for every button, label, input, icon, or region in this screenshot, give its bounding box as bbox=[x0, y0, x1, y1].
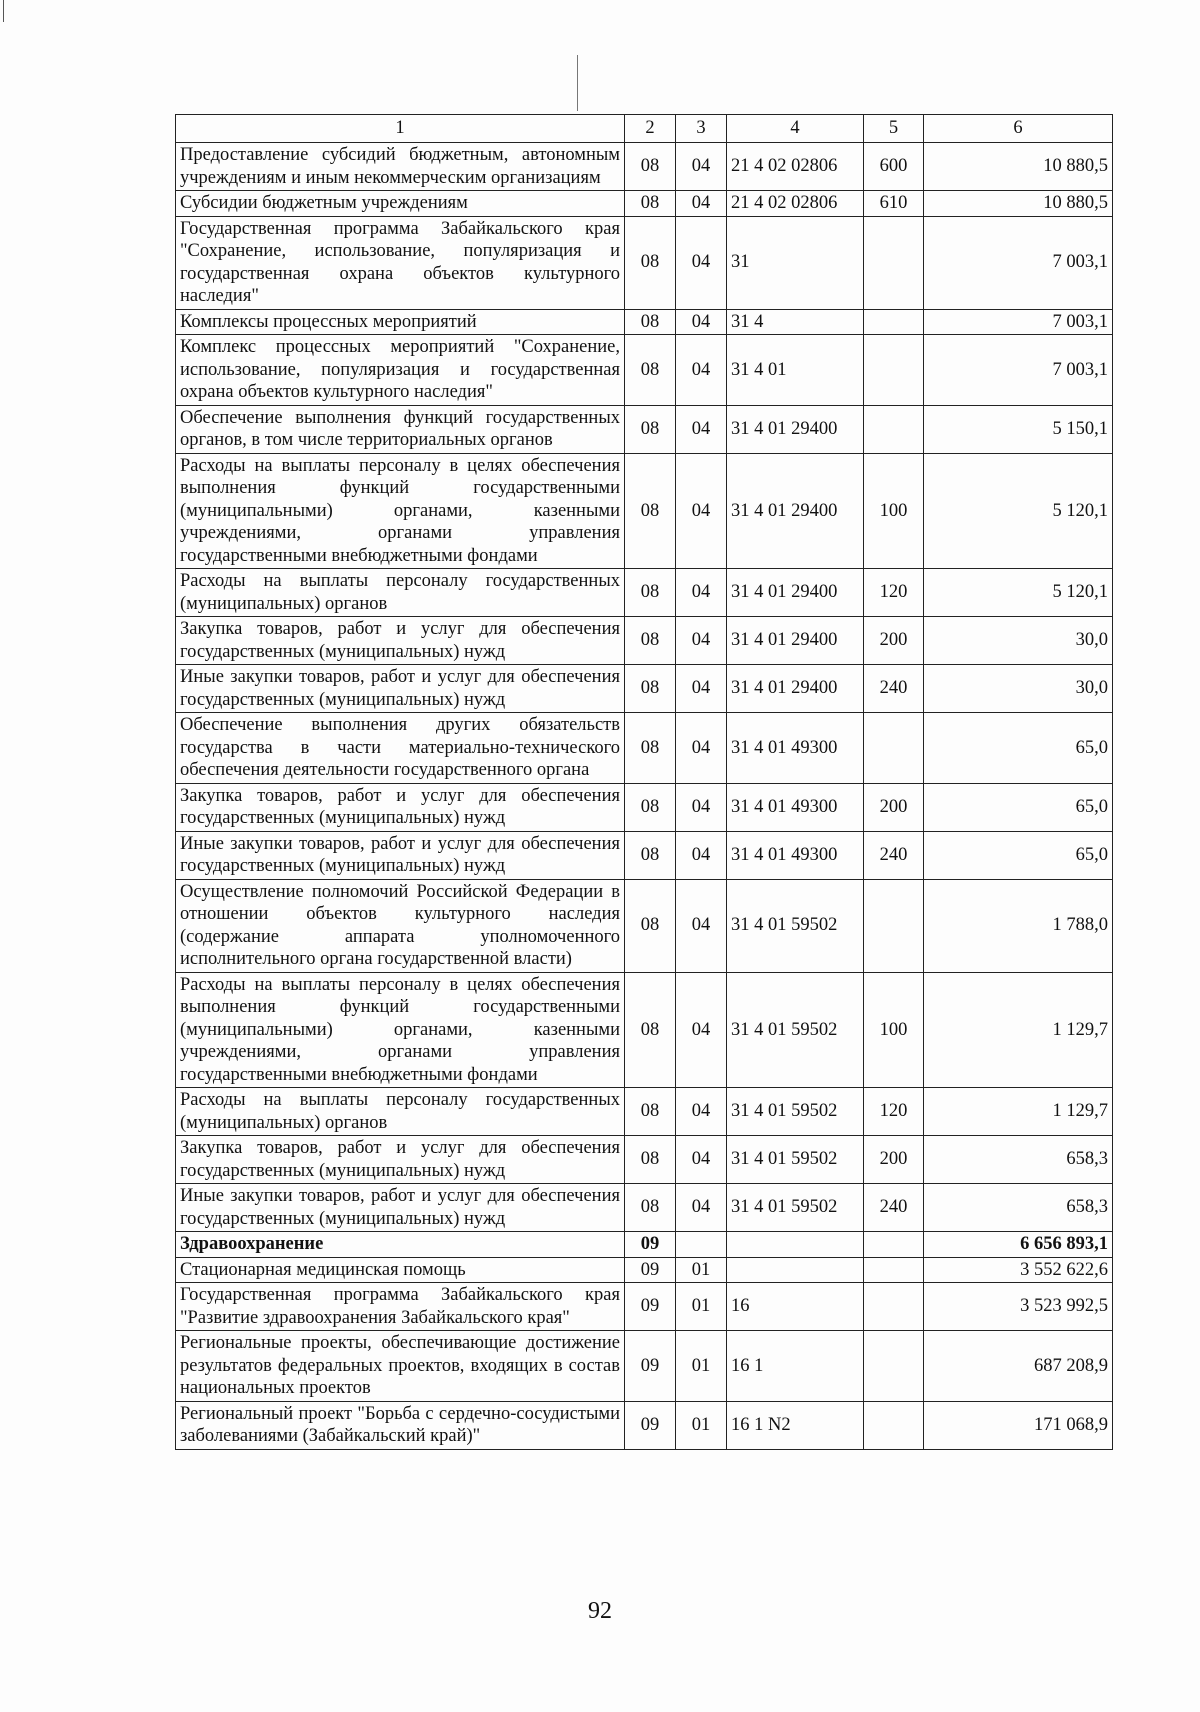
table-row bbox=[176, 879, 1113, 972]
row-target-article-cell bbox=[727, 1232, 864, 1258]
row-section-cell: 09 bbox=[625, 1283, 676, 1331]
table-row bbox=[176, 1088, 1113, 1136]
row-target-article-cell: 16 1 N2 bbox=[727, 1401, 864, 1449]
header-col-6: 6 bbox=[924, 115, 1113, 143]
table-body bbox=[176, 143, 1113, 1450]
row-name-cell: Иные закупки товаров, работ и услуг для обеспечения государственных (муниципальных) нужд bbox=[176, 831, 625, 879]
scan-margin-mark bbox=[3, 0, 4, 22]
row-amount-cell: 5 120,1 bbox=[924, 569, 1113, 617]
row-section-cell: 08 bbox=[625, 783, 676, 831]
row-section-cell: 08 bbox=[625, 453, 676, 569]
page-number: 92 bbox=[588, 1598, 612, 1624]
table-row bbox=[176, 1401, 1113, 1449]
row-subsection-cell: 04 bbox=[676, 665, 727, 713]
row-expense-type-cell bbox=[864, 1283, 924, 1331]
table-row bbox=[176, 216, 1113, 309]
table-row bbox=[176, 569, 1113, 617]
row-amount-cell: 65,0 bbox=[924, 713, 1113, 784]
row-section-cell: 08 bbox=[625, 309, 676, 335]
row-section-cell: 08 bbox=[625, 569, 676, 617]
row-name-cell: Комплексы процессных мероприятий bbox=[176, 309, 625, 335]
row-name-cell: Закупка товаров, работ и услуг для обеспечения государственных (муниципальных) нужд bbox=[176, 783, 625, 831]
table-row bbox=[176, 1184, 1113, 1232]
row-target-article-cell: 31 4 01 29400 bbox=[727, 569, 864, 617]
row-target-article-cell: 31 4 01 59502 bbox=[727, 1136, 864, 1184]
table-row bbox=[176, 831, 1113, 879]
row-section-cell: 08 bbox=[625, 1184, 676, 1232]
row-name-cell: Иные закупки товаров, работ и услуг для обеспечения государственных (муниципальных) нужд bbox=[176, 665, 625, 713]
row-amount-cell: 5 150,1 bbox=[924, 405, 1113, 453]
table-row bbox=[176, 309, 1113, 335]
row-target-article-cell: 31 4 01 29400 bbox=[727, 665, 864, 713]
row-subsection-cell: 04 bbox=[676, 831, 727, 879]
row-target-article-cell: 31 4 01 29400 bbox=[727, 405, 864, 453]
row-name-cell: Государственная программа Забайкальского края "Сохранение, использование, популяризация и государственная охрана объектов культурного наследия" bbox=[176, 216, 625, 309]
row-name-cell: Обеспечение выполнения функций государственных органов, в том числе территориальных органов bbox=[176, 405, 625, 453]
row-name-cell: Региональный проект "Борьба с сердечно-сосудистыми заболеваниями (Забайкальский край)" bbox=[176, 1401, 625, 1449]
table-header-row bbox=[176, 115, 1113, 143]
row-amount-cell: 65,0 bbox=[924, 783, 1113, 831]
row-amount-cell: 6 656 893,1 bbox=[924, 1232, 1113, 1258]
row-expense-type-cell: 240 bbox=[864, 665, 924, 713]
row-amount-cell: 1 129,7 bbox=[924, 972, 1113, 1088]
row-name-cell: Закупка товаров, работ и услуг для обеспечения государственных (муниципальных) нужд bbox=[176, 1136, 625, 1184]
row-expense-type-cell: 200 bbox=[864, 617, 924, 665]
row-name-cell: Расходы на выплаты персоналу в целях обеспечения выполнения функций государственными (муниципальными) органами, казенными учреждениями, органами управления государственными внебюджетными фондами bbox=[176, 972, 625, 1088]
table-row bbox=[176, 1136, 1113, 1184]
row-section-cell: 09 bbox=[625, 1331, 676, 1402]
row-subsection-cell: 04 bbox=[676, 1136, 727, 1184]
row-target-article-cell: 16 bbox=[727, 1283, 864, 1331]
row-amount-cell: 171 068,9 bbox=[924, 1401, 1113, 1449]
row-section-cell: 09 bbox=[625, 1232, 676, 1258]
row-subsection-cell: 01 bbox=[676, 1401, 727, 1449]
row-name-cell: Здравоохранение bbox=[176, 1232, 625, 1258]
row-name-cell: Государственная программа Забайкальского края "Развитие здравоохранения Забайкальского края" bbox=[176, 1283, 625, 1331]
row-amount-cell: 658,3 bbox=[924, 1184, 1113, 1232]
table-row bbox=[176, 1331, 1113, 1402]
table-row bbox=[176, 405, 1113, 453]
row-name-cell: Стационарная медицинская помощь bbox=[176, 1257, 625, 1283]
row-subsection-cell: 01 bbox=[676, 1331, 727, 1402]
table-row bbox=[176, 453, 1113, 569]
row-section-cell: 08 bbox=[625, 972, 676, 1088]
row-subsection-cell: 04 bbox=[676, 569, 727, 617]
row-target-article-cell: 31 bbox=[727, 216, 864, 309]
row-target-article-cell: 31 4 01 59502 bbox=[727, 879, 864, 972]
table-row bbox=[176, 972, 1113, 1088]
row-subsection-cell: 04 bbox=[676, 617, 727, 665]
row-name-cell: Обеспечение выполнения других обязательств государства в части материально-технического обеспечения деятельности государственного органа bbox=[176, 713, 625, 784]
row-name-cell: Предоставление субсидий бюджетным, автономным учреждениям и иным некоммерческим организациям bbox=[176, 143, 625, 191]
row-amount-cell: 30,0 bbox=[924, 665, 1113, 713]
row-section-cell: 08 bbox=[625, 143, 676, 191]
row-amount-cell: 10 880,5 bbox=[924, 191, 1113, 217]
row-expense-type-cell bbox=[864, 216, 924, 309]
row-expense-type-cell: 100 bbox=[864, 972, 924, 1088]
row-name-cell: Расходы на выплаты персоналу государственных (муниципальных) органов bbox=[176, 569, 625, 617]
row-name-cell: Комплекс процессных мероприятий "Сохранение, использование, популяризация и государственная охрана объектов культурного наследия" bbox=[176, 335, 625, 406]
row-target-article-cell: 21 4 02 02806 bbox=[727, 191, 864, 217]
row-target-article-cell: 31 4 bbox=[727, 309, 864, 335]
table-row bbox=[176, 665, 1113, 713]
row-name-cell: Иные закупки товаров, работ и услуг для обеспечения государственных (муниципальных) нужд bbox=[176, 1184, 625, 1232]
row-target-article-cell: 31 4 01 59502 bbox=[727, 1088, 864, 1136]
row-section-cell: 08 bbox=[625, 1136, 676, 1184]
row-amount-cell: 687 208,9 bbox=[924, 1331, 1113, 1402]
row-target-article-cell: 31 4 01 29400 bbox=[727, 617, 864, 665]
scan-fold-mark bbox=[577, 55, 578, 111]
row-expense-type-cell bbox=[864, 713, 924, 784]
row-subsection-cell: 04 bbox=[676, 972, 727, 1088]
row-section-cell: 08 bbox=[625, 1088, 676, 1136]
row-name-cell: Расходы на выплаты персоналу в целях обеспечения выполнения функций государственными (муниципальными) органами, казенными учреждениями, органами управления государственными внебюджетными фондами bbox=[176, 453, 625, 569]
row-subsection-cell: 04 bbox=[676, 216, 727, 309]
row-subsection-cell: 04 bbox=[676, 713, 727, 784]
row-expense-type-cell bbox=[864, 335, 924, 406]
row-expense-type-cell: 120 bbox=[864, 1088, 924, 1136]
row-expense-type-cell: 600 bbox=[864, 143, 924, 191]
row-target-article-cell: 16 1 bbox=[727, 1331, 864, 1402]
row-subsection-cell: 04 bbox=[676, 783, 727, 831]
row-expense-type-cell bbox=[864, 309, 924, 335]
table-row bbox=[176, 335, 1113, 406]
row-amount-cell: 30,0 bbox=[924, 617, 1113, 665]
row-name-cell: Региональные проекты, обеспечивающие достижение результатов федеральных проектов, входящих в состав национальных проектов bbox=[176, 1331, 625, 1402]
row-section-cell: 08 bbox=[625, 335, 676, 406]
row-amount-cell: 658,3 bbox=[924, 1136, 1113, 1184]
row-subsection-cell: 04 bbox=[676, 191, 727, 217]
row-section-cell: 08 bbox=[625, 216, 676, 309]
table-row bbox=[176, 783, 1113, 831]
row-expense-type-cell: 100 bbox=[864, 453, 924, 569]
row-target-article-cell: 31 4 01 29400 bbox=[727, 453, 864, 569]
row-section-cell: 08 bbox=[625, 665, 676, 713]
header-col-4: 4 bbox=[727, 115, 864, 143]
row-target-article-cell: 31 4 01 49300 bbox=[727, 713, 864, 784]
budget-table bbox=[175, 114, 1113, 1450]
row-amount-cell: 10 880,5 bbox=[924, 143, 1113, 191]
row-expense-type-cell: 200 bbox=[864, 783, 924, 831]
row-subsection-cell: 04 bbox=[676, 143, 727, 191]
table-row bbox=[176, 143, 1113, 191]
row-name-cell: Закупка товаров, работ и услуг для обеспечения государственных (муниципальных) нужд bbox=[176, 617, 625, 665]
row-subsection-cell: 04 bbox=[676, 309, 727, 335]
row-expense-type-cell: 200 bbox=[864, 1136, 924, 1184]
row-subsection-cell: 04 bbox=[676, 1184, 727, 1232]
row-expense-type-cell: 240 bbox=[864, 831, 924, 879]
row-expense-type-cell bbox=[864, 879, 924, 972]
row-amount-cell: 1 129,7 bbox=[924, 1088, 1113, 1136]
row-expense-type-cell: 240 bbox=[864, 1184, 924, 1232]
row-target-article-cell: 31 4 01 49300 bbox=[727, 831, 864, 879]
row-target-article-cell: 31 4 01 59502 bbox=[727, 972, 864, 1088]
row-subsection-cell: 01 bbox=[676, 1257, 727, 1283]
row-target-article-cell: 21 4 02 02806 bbox=[727, 143, 864, 191]
row-subsection-cell bbox=[676, 1232, 727, 1258]
row-subsection-cell: 04 bbox=[676, 1088, 727, 1136]
row-subsection-cell: 01 bbox=[676, 1283, 727, 1331]
row-section-cell: 09 bbox=[625, 1401, 676, 1449]
table-row bbox=[176, 713, 1113, 784]
row-amount-cell: 65,0 bbox=[924, 831, 1113, 879]
row-expense-type-cell: 120 bbox=[864, 569, 924, 617]
row-subsection-cell: 04 bbox=[676, 453, 727, 569]
row-subsection-cell: 04 bbox=[676, 879, 727, 972]
row-name-cell: Субсидии бюджетным учреждениям bbox=[176, 191, 625, 217]
row-amount-cell: 7 003,1 bbox=[924, 216, 1113, 309]
table-row bbox=[176, 1257, 1113, 1283]
row-section-cell: 08 bbox=[625, 405, 676, 453]
row-target-article-cell: 31 4 01 59502 bbox=[727, 1184, 864, 1232]
row-section-cell: 08 bbox=[625, 617, 676, 665]
row-section-cell: 08 bbox=[625, 879, 676, 972]
header-col-5: 5 bbox=[864, 115, 924, 143]
row-expense-type-cell bbox=[864, 1257, 924, 1283]
row-expense-type-cell bbox=[864, 405, 924, 453]
row-expense-type-cell: 610 bbox=[864, 191, 924, 217]
row-subsection-cell: 04 bbox=[676, 335, 727, 406]
row-subsection-cell: 04 bbox=[676, 405, 727, 453]
row-expense-type-cell bbox=[864, 1331, 924, 1402]
header-col-2: 2 bbox=[625, 115, 676, 143]
header-col-3: 3 bbox=[676, 115, 727, 143]
header-col-1: 1 bbox=[176, 115, 625, 143]
row-amount-cell: 7 003,1 bbox=[924, 309, 1113, 335]
row-name-cell: Осуществление полномочий Российской Федерации в отношении объектов культурного наследия (содержание аппарата уполномоченного исполнительного органа государственной власти) bbox=[176, 879, 625, 972]
row-expense-type-cell bbox=[864, 1401, 924, 1449]
row-section-cell: 08 bbox=[625, 191, 676, 217]
row-expense-type-cell bbox=[864, 1232, 924, 1258]
row-section-cell: 08 bbox=[625, 713, 676, 784]
row-amount-cell: 5 120,1 bbox=[924, 453, 1113, 569]
row-amount-cell: 3 523 992,5 bbox=[924, 1283, 1113, 1331]
table-row bbox=[176, 1283, 1113, 1331]
row-amount-cell: 3 552 622,6 bbox=[924, 1257, 1113, 1283]
table-row bbox=[176, 191, 1113, 217]
row-target-article-cell bbox=[727, 1257, 864, 1283]
row-amount-cell: 7 003,1 bbox=[924, 335, 1113, 406]
row-amount-cell: 1 788,0 bbox=[924, 879, 1113, 972]
row-section-cell: 08 bbox=[625, 831, 676, 879]
row-target-article-cell: 31 4 01 bbox=[727, 335, 864, 406]
row-name-cell: Расходы на выплаты персоналу государственных (муниципальных) органов bbox=[176, 1088, 625, 1136]
row-target-article-cell: 31 4 01 49300 bbox=[727, 783, 864, 831]
table-row bbox=[176, 617, 1113, 665]
table-row bbox=[176, 1232, 1113, 1258]
row-section-cell: 09 bbox=[625, 1257, 676, 1283]
